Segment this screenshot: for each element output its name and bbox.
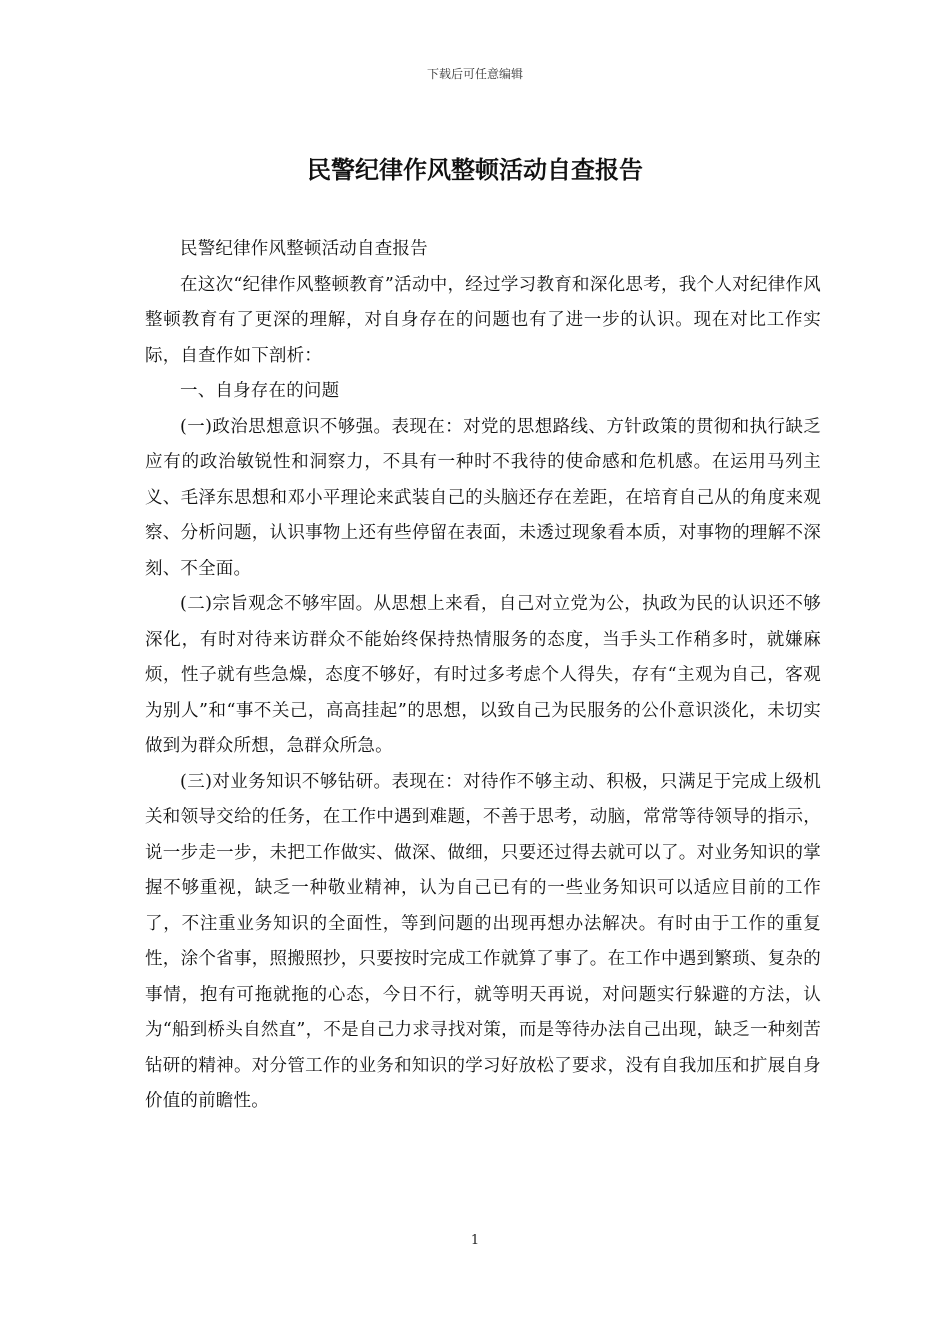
paragraph-service-purpose: (二)宗旨观念不够牢固。从思想上来看，自己对立党为公，执政为民的认识还不够深化，有时对待来访群众不能始终保持热情服务的态度，当手头工作稍多时，就嫌麻烦，性子就有些急燥，态度不够好，有时过多考虑个人得失，存有“主观为自己，客观为别人”和“事不关己，高高挂起”的思想，以致自己为民服务的公仆意识淡化，未切实做到为群众所想，急群众所急。 <box>145 594 821 756</box>
header-note: 下载后可任意编辑 <box>426 67 523 81</box>
subtitle-paragraph: 民警纪律作风整顿活动自查报告 <box>180 239 428 259</box>
document-title: 民警纪律作风整顿活动自查报告 <box>307 155 643 184</box>
paragraph-political-awareness: (一)政治思想意识不够强。表现在：对党的思想路线、方针政策的贯彻和执行缺乏应有的政治敏锐性和洞察力，不具有一种时不我待的使命感和危机感。在运用马列主义、毛泽东思想和邓小平理论来武装自己的头脑还存在差距，在培育自己从的角度来观察、分析问题，认识事物上还有些停留在表面，未透过现象看本质，对事物的理解不深刻、不全面。 <box>145 416 821 579</box>
paragraph-professional-knowledge: (三)对业务知识不够钻研。表现在：对待作不够主动、积极，只满足于完成上级机关和领导交给的任务，在工作中遇到难题，不善于思考，动脑，常常等待领导的指示，说一步走一步，未把工作做实、做深、做细，只要还过得去就可以了。对业务知识的掌握不够重视，缺乏一种敬业精神，认为自己已有的一些业务知识可以适应目前的工作了，不注重业务知识的全面性，等到问题的出现再想办法解决。有时由于工作的重复性，涂个省事，照搬照抄，只要按时完成工作就算了事了。在工作中遇到繁琐、复杂的事情，抱有可拖就拖的心态，今日不行，就等明天再说，对问题实行躲避的方法，认为“船到桥头自然直”，不是自己力求寻找对策，而是等待办法自己出现，缺乏一种刻苦钻研的精神。对分管工作的业务和知识的学习好放松了要求，没有自我加压和扩展自身价值的前瞻性。 <box>145 771 821 1111</box>
intro-paragraph: 在这次“纪律作风整顿教育”活动中，经过学习教育和深化思考，我个人对纪律作风整顿教育有了更深的理解，对自身存在的问题也有了进一步的认识。现在对比工作实际，自查作如下剖析： <box>145 274 821 366</box>
page-number: 1 <box>470 1233 480 1248</box>
section-heading: 一、自身存在的问题 <box>180 381 340 401</box>
document-body <box>145 232 821 1120</box>
